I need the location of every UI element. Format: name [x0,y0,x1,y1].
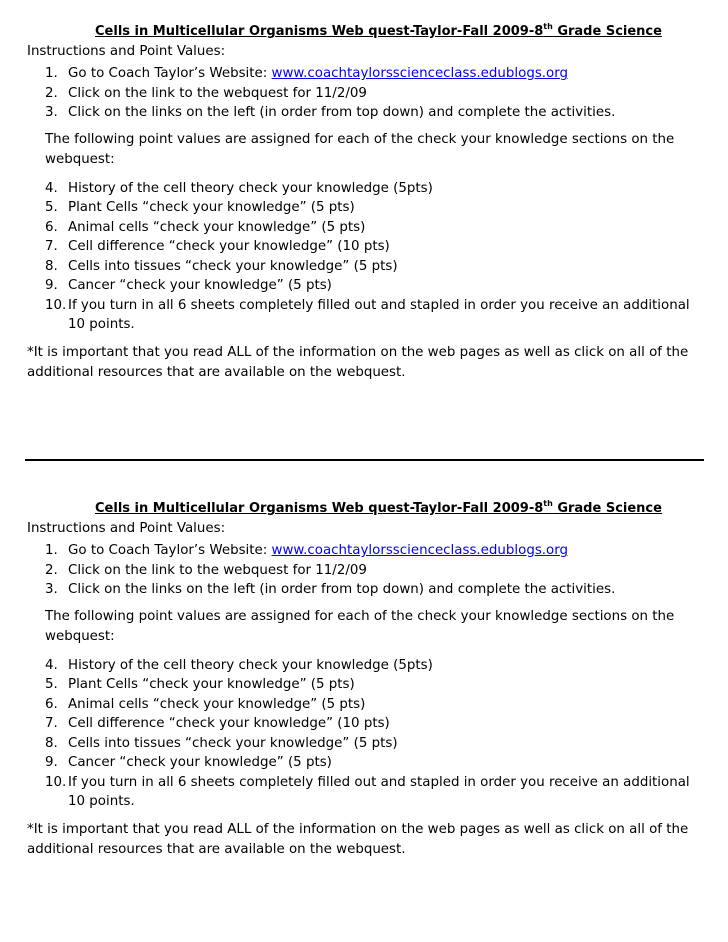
divider-line [25,459,704,461]
list-item: 2. Click on the link to the webquest for 11/2/09 [45,562,367,578]
website-link[interactable]: www.coachtaylorsscienceclass.edublogs.org [271,543,569,558]
list-item: 2. Click on the link to the webquest for 11/2/09 [45,85,367,101]
list-item: 4. History of the cell theory check your knowledge (5pts) [45,657,433,673]
steps-list [0,541,728,600]
list-item: 5. Plant Cells “check your knowledge” (5 pts) [45,200,355,215]
sheet-title: Cells in Multicellular Organisms Web quest-Taylor-Fall 2009-8th Grade Science [95,22,662,39]
list-item: 3. Click on the links on the left (in order from top down) and complete the activities. [45,105,616,120]
title-superscript: th [543,22,553,31]
points-list [0,656,728,812]
list-item: 8. Cells into tissues “check your knowledge” (5 pts) [45,258,398,274]
list-item-bonus: 10. If you turn in all 6 sheets completely filled out and stapled in order you receive an additional 10 points. [45,774,690,809]
webquest-sheet-2 [0,499,728,860]
instructions-heading: Instructions and Point Values: [27,44,226,59]
title-superscript: th [543,499,553,508]
important-note: *It is important that you read ALL of the information on the web pages as well as click on all of the additional resources that are available on the webquest. [27,821,689,857]
list-item: 1. Go to Coach Taylor’s Website: www.coachtaylorsscienceclass.edublogs.org [45,543,569,558]
list-item: 6. Animal cells “check your knowledge” (5 pts) [45,696,366,712]
list-item: 5. Plant Cells “check your knowledge” (5 pts) [45,677,355,692]
list-item: 1. Go to Coach Taylor’s Website: www.coachtaylorsscienceclass.edublogs.org [45,66,569,81]
list-item: 9. Cancer “check your knowledge” (5 pts) [45,278,332,293]
webquest-sheet-1 [0,22,728,383]
instructions-heading: Instructions and Point Values: [27,521,226,536]
list-item: 4. History of the cell theory check your knowledge (5pts) [45,180,433,196]
list-item: 9. Cancer “check your knowledge” (5 pts) [45,755,332,770]
point-values-paragraph: The following point values are assigned for each of the check your knowledge sections on the webquest: [45,131,675,167]
list-item: 3. Click on the links on the left (in order from top down) and complete the activities. [45,582,616,597]
website-link[interactable]: www.coachtaylorsscienceclass.edublogs.org [271,66,569,81]
list-item: 6. Animal cells “check your knowledge” (5 pts) [45,219,366,235]
steps-list [0,64,728,123]
sheet-title: Cells in Multicellular Organisms Web quest-Taylor-Fall 2009-8th Grade Science [95,499,662,516]
list-item: 7. Cell difference “check your knowledge” (10 pts) [45,239,390,254]
list-item: 7. Cell difference “check your knowledge” (10 pts) [45,716,390,731]
points-list [0,179,728,335]
list-item-bonus: 10. If you turn in all 6 sheets completely filled out and stapled in order you receive an additional 10 points. [45,297,690,332]
point-values-paragraph: The following point values are assigned for each of the check your knowledge sections on the webquest: [45,608,675,644]
list-item: 8. Cells into tissues “check your knowledge” (5 pts) [45,735,398,751]
important-note: *It is important that you read ALL of the information on the web pages as well as click on all of the additional resources that are available on the webquest. [27,344,689,380]
